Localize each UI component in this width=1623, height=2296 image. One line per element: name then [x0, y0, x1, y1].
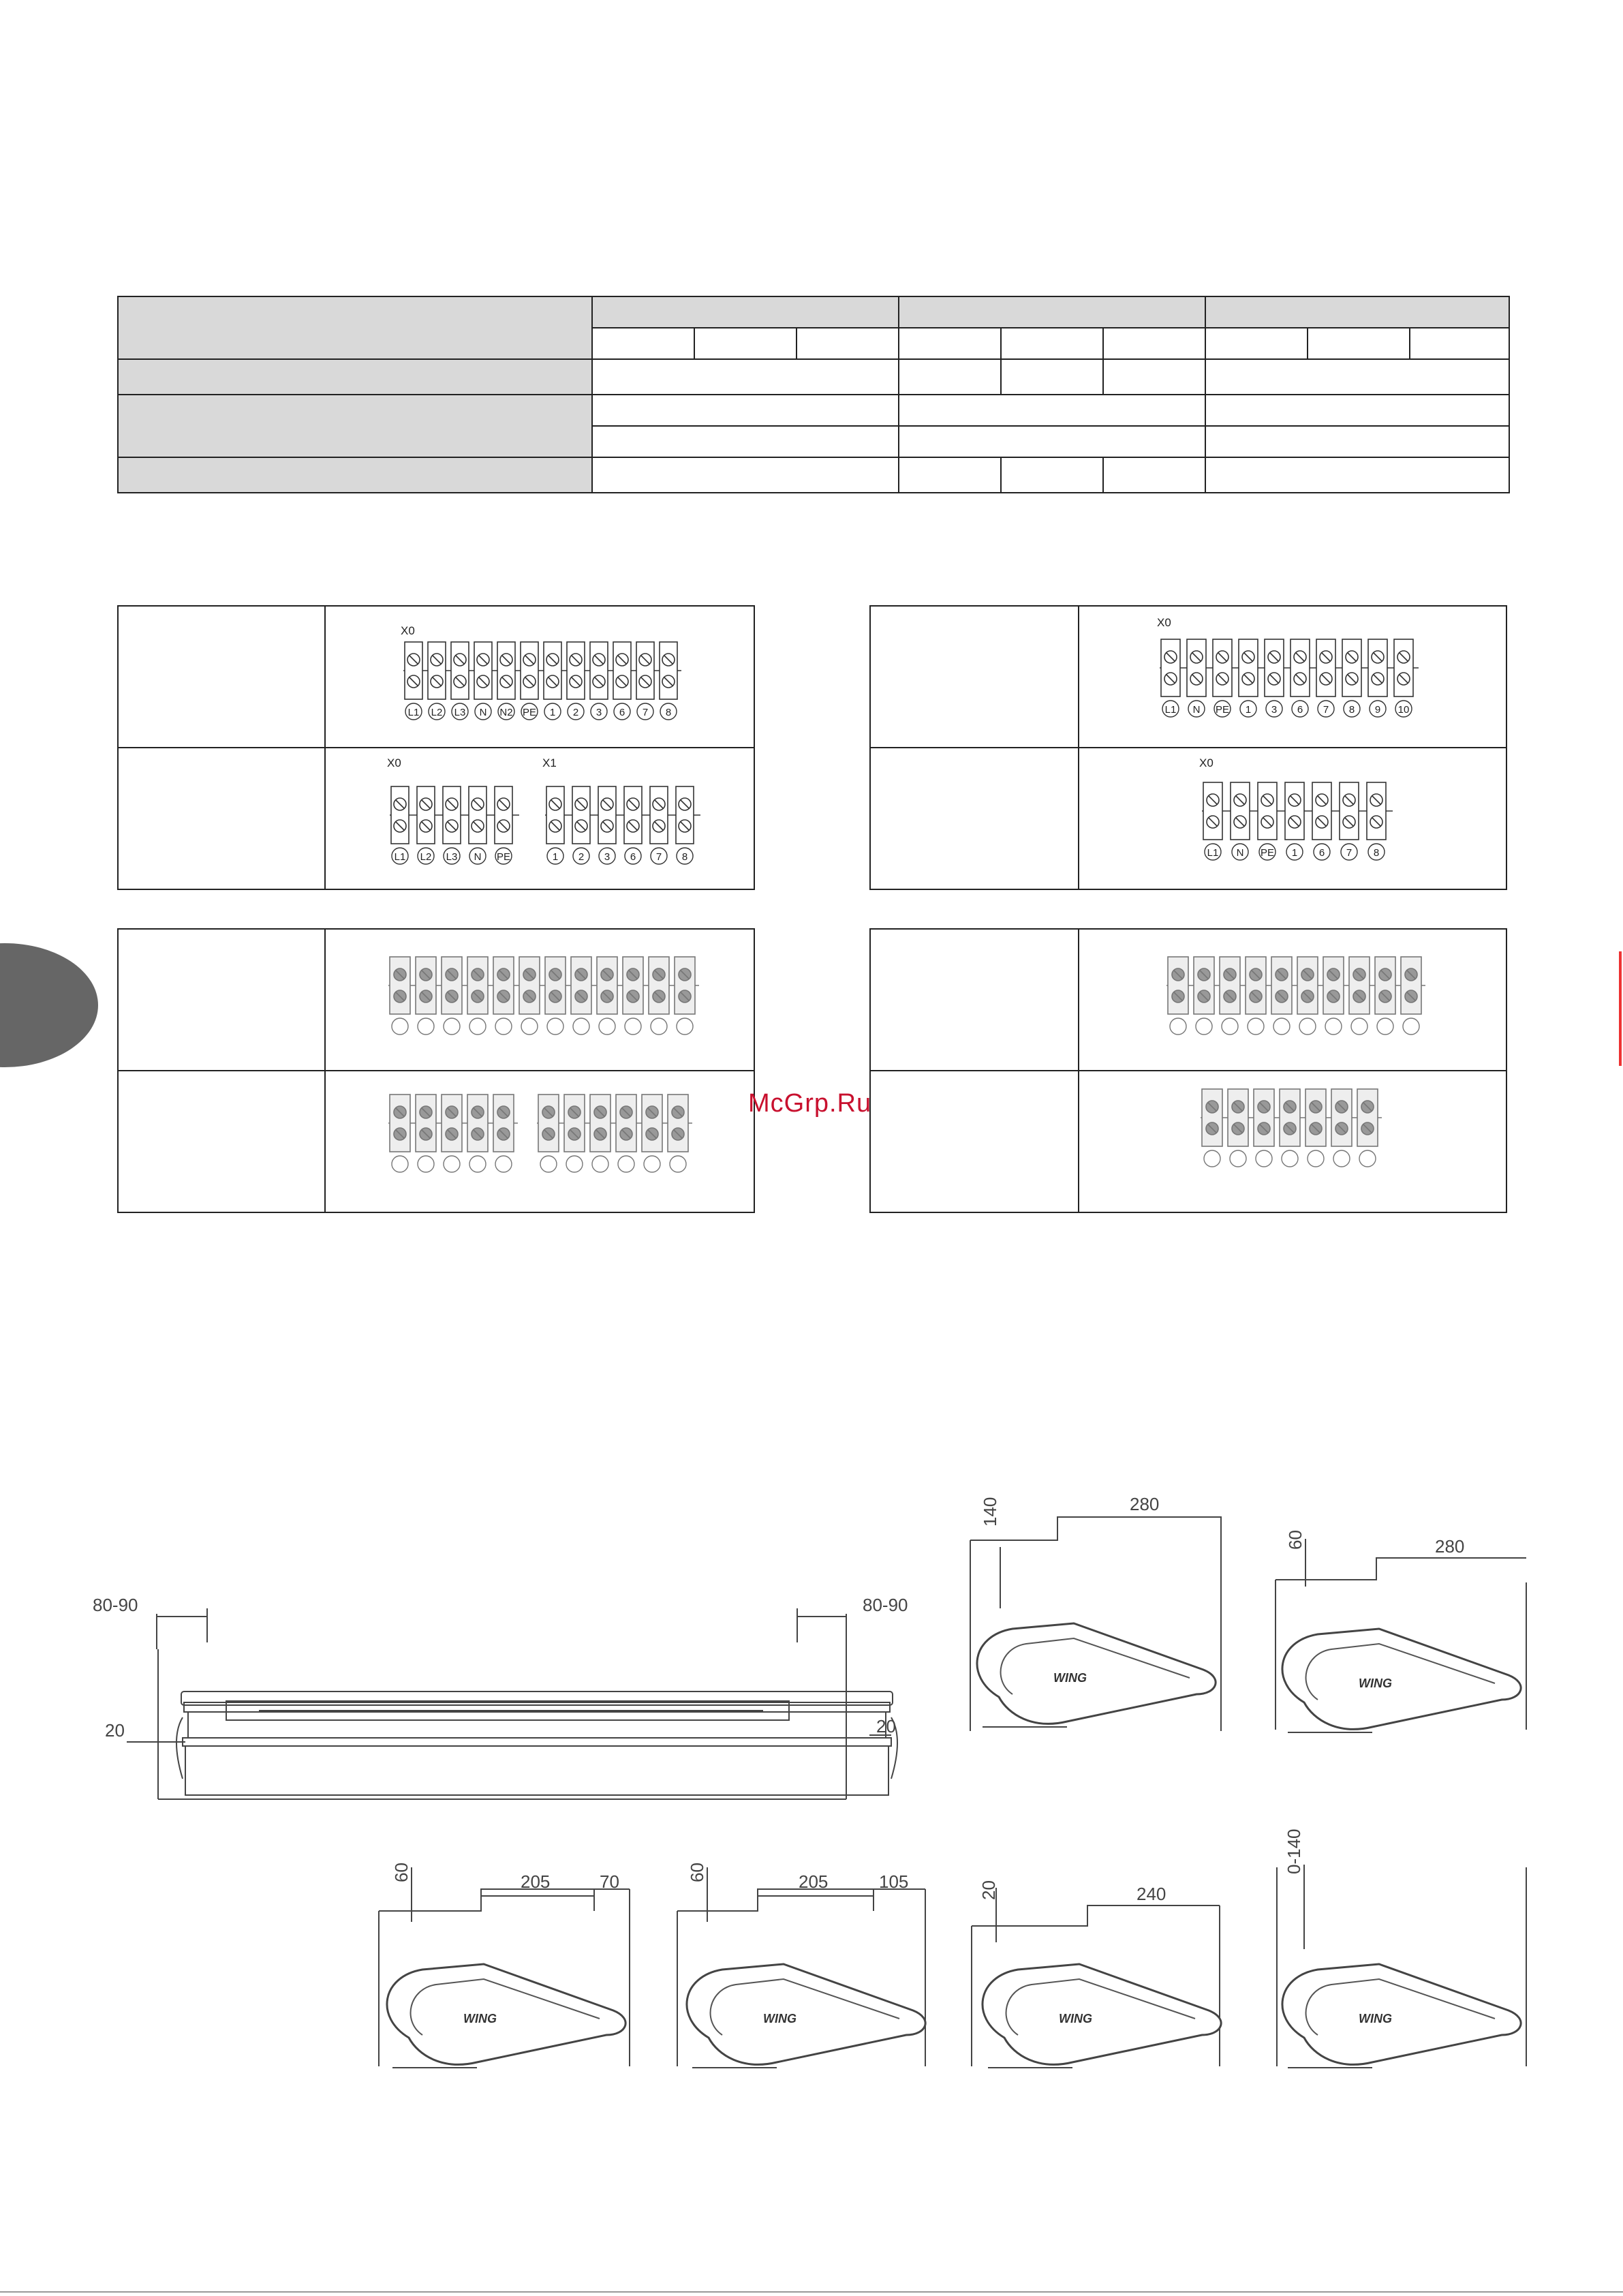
dim-side-3-top: 60	[391, 1863, 412, 1882]
terminal-label: 7	[1323, 704, 1329, 716]
terminal-blurred	[390, 957, 410, 1035]
terminal-blurred	[590, 1095, 610, 1172]
block-label-x0: X0	[387, 756, 401, 769]
table-cell	[1205, 426, 1509, 457]
terminal-blurred	[1305, 1089, 1326, 1167]
terminal	[1258, 782, 1277, 860]
terminal-blurred	[1228, 1089, 1248, 1167]
terminal-label: PE	[1260, 847, 1275, 859]
table-cell	[1103, 328, 1205, 359]
terminal	[1231, 782, 1250, 860]
terminal-label: 8	[1373, 847, 1380, 859]
terminal-blurred	[1331, 1089, 1352, 1167]
table-cell	[899, 359, 1001, 395]
terminal	[544, 642, 561, 720]
table-cell	[592, 426, 899, 457]
dim-side-2-back: 280	[1435, 1536, 1465, 1557]
terminal	[598, 786, 616, 864]
terminal	[1290, 639, 1310, 717]
terminal-label: 8	[665, 707, 672, 718]
terminal-label: N	[474, 851, 482, 863]
terminal-label: 1	[552, 851, 559, 863]
terminal-label: L3	[454, 707, 466, 718]
side-view-3	[372, 1847, 645, 2072]
dim-side-4-top: 60	[687, 1863, 707, 1882]
table-cell	[592, 359, 899, 395]
terminal-label: PE	[522, 707, 537, 718]
side-view-6	[1267, 1799, 1540, 2072]
table-header-cell	[1205, 296, 1509, 328]
terminal-blurred	[1220, 957, 1240, 1035]
terminal-blurred	[668, 1095, 688, 1172]
terminal	[590, 642, 608, 720]
terminal-label: L2	[420, 851, 432, 863]
terminal-label: 6	[1297, 704, 1303, 716]
terminal-blurred	[467, 957, 488, 1035]
terminal-blurred	[467, 1095, 488, 1172]
dim-front-left-side: 20	[105, 1720, 125, 1741]
brand-logo: WING	[1053, 1671, 1087, 1685]
table-header-cell	[118, 296, 592, 359]
terminal-block-blurred	[534, 1093, 752, 1182]
terminal-label: L2	[431, 707, 443, 718]
terminal	[495, 786, 512, 864]
table-cell	[797, 328, 899, 359]
terminal-blurred	[1246, 957, 1266, 1035]
terminal-blurred	[616, 1095, 636, 1172]
terminal	[1161, 639, 1180, 717]
watermark: McGrp.Ru	[748, 1089, 872, 1118]
table-cell	[694, 328, 797, 359]
terminal-label: 6	[630, 851, 636, 863]
terminal-block-blurred	[1198, 1088, 1423, 1176]
terminal-label: 2	[572, 707, 579, 718]
terminal	[567, 642, 585, 720]
table-cell	[1308, 328, 1410, 359]
unit-profile	[1282, 1964, 1521, 2068]
terminal-label: N	[479, 707, 487, 718]
terminal-label: 7	[655, 851, 662, 863]
terminal	[1340, 782, 1359, 860]
terminal	[572, 786, 590, 864]
terminal-blurred	[1401, 957, 1421, 1035]
terminal-label: L1	[1207, 847, 1219, 859]
terminal-blurred	[493, 1095, 514, 1172]
bottom-rule	[0, 2291, 1623, 2293]
terminal	[660, 642, 677, 720]
terminal-strip-a-bl	[390, 786, 519, 864]
terminal-label: 10	[1397, 704, 1410, 716]
terminal-label: 2	[578, 851, 585, 863]
table-header-cell	[899, 296, 1205, 328]
table-cell	[592, 457, 899, 493]
table-cell	[592, 395, 899, 426]
table-cell	[1001, 457, 1103, 493]
unit-profile	[687, 1964, 925, 2068]
dim-side-1-top: 140	[980, 1497, 1000, 1527]
terminal	[1265, 639, 1284, 717]
terminal	[1342, 639, 1361, 717]
dim-front-right-gap: 80-90	[863, 1595, 908, 1615]
terminal	[521, 642, 538, 720]
terminal	[474, 642, 492, 720]
terminal-strip-c-bl	[388, 1095, 518, 1172]
terminal-label: PE	[1215, 704, 1230, 716]
terminal-label: 8	[1348, 704, 1355, 716]
terminal-strip-d-bottom	[1201, 1089, 1382, 1167]
table-cell	[1103, 359, 1205, 395]
table-cell	[1001, 328, 1103, 359]
terminal-blurred	[623, 957, 643, 1035]
terminal	[405, 642, 422, 720]
terminal-label: 1	[549, 707, 556, 718]
table-cell	[1205, 395, 1509, 426]
terminal-label: 7	[642, 707, 649, 718]
unit-profile	[387, 1964, 625, 2068]
dim-side-4-mid: 205	[799, 1871, 829, 1892]
terminal-block-x0	[1199, 781, 1417, 870]
terminal-label: 8	[681, 851, 688, 863]
table-cell	[1205, 328, 1308, 359]
terminal-blurred	[390, 1095, 410, 1172]
terminal-strip-a-top	[403, 642, 681, 720]
dim-side-2-top: 60	[1285, 1530, 1305, 1550]
side-view-5	[968, 1867, 1240, 2072]
terminal-label: L3	[446, 851, 458, 863]
terminal-blurred	[1323, 957, 1344, 1035]
spec-table	[117, 296, 1510, 493]
terminal-block-x0	[401, 641, 809, 722]
terminal-blurred	[1202, 1089, 1222, 1167]
terminal-block-blurred	[1164, 955, 1477, 1044]
terminal-blurred	[1271, 957, 1292, 1035]
terminal	[1239, 639, 1258, 717]
terminal-strip-d-top	[1166, 957, 1425, 1035]
terminal-label: N	[1236, 847, 1244, 859]
table-cell	[1103, 457, 1205, 493]
terminal	[1203, 782, 1222, 860]
terminal-label: 7	[1346, 847, 1352, 859]
terminal-blurred	[1280, 1089, 1300, 1167]
terminal	[497, 642, 515, 720]
terminal-blurred	[649, 957, 669, 1035]
dim-side-5-top: 20	[978, 1880, 999, 1900]
front-view-drawing	[68, 1581, 940, 1826]
terminal	[1285, 782, 1304, 860]
table-cell	[899, 328, 1001, 359]
table-cell	[1205, 457, 1509, 493]
dim-front-right-side: 20	[876, 1716, 896, 1736]
terminal	[1394, 639, 1413, 717]
terminal-blurred	[1357, 1089, 1378, 1167]
terminal	[428, 642, 446, 720]
terminal-label: 3	[604, 851, 610, 863]
terminal	[391, 786, 409, 864]
terminal-strip-c-top	[388, 957, 699, 1035]
terminal-blurred	[519, 957, 540, 1035]
dim-side-6-top: 0-140	[1284, 1828, 1304, 1874]
block-label-x0: X0	[401, 624, 415, 637]
dim-side-1-back: 280	[1130, 1494, 1160, 1514]
terminal-block-blurred	[386, 955, 808, 1044]
terminal-blurred	[545, 957, 566, 1035]
unit-profile	[1282, 1629, 1521, 1732]
unit-profile	[983, 1964, 1221, 2068]
terminal-panel-left	[117, 605, 755, 890]
terminal-label: L1	[394, 851, 406, 863]
section-tab	[0, 943, 98, 1067]
terminal	[469, 786, 486, 864]
terminal	[650, 786, 668, 864]
brand-logo: WING	[463, 2012, 497, 2025]
terminal-strip-c-br	[537, 1095, 692, 1172]
side-view-2	[1267, 1518, 1540, 1736]
brand-logo: WING	[763, 2012, 797, 2025]
block-label-x0: X0	[1199, 756, 1214, 769]
terminal	[1367, 782, 1386, 860]
terminal	[613, 642, 631, 720]
terminal-label: PE	[496, 851, 511, 863]
terminal-blurred	[442, 1095, 462, 1172]
terminal-block-x0	[387, 785, 523, 867]
unit-profile	[977, 1623, 1216, 1727]
terminal-blurred	[1194, 957, 1214, 1035]
terminal	[1316, 639, 1335, 717]
terminal-blurred	[1349, 957, 1370, 1035]
terminal-label: 9	[1374, 704, 1381, 716]
side-view-4	[672, 1847, 944, 2072]
terminal	[417, 786, 435, 864]
terminal-blurred	[571, 957, 591, 1035]
block-label-x0: X0	[1157, 616, 1171, 629]
terminal-label: 6	[619, 707, 625, 718]
terminal-label: 6	[1318, 847, 1325, 859]
terminal-label: 1	[1291, 847, 1298, 859]
terminal	[546, 786, 564, 864]
table-cell	[1205, 359, 1509, 395]
brand-logo: WING	[1059, 2012, 1092, 2025]
terminal-panel-right-lower	[869, 928, 1507, 1213]
dim-side-5-back: 240	[1137, 1884, 1166, 1904]
terminal-blurred	[597, 957, 617, 1035]
table-cell	[899, 457, 1001, 493]
terminal-blurred	[564, 1095, 585, 1172]
terminal-block-x0	[1157, 638, 1470, 726]
terminal	[1187, 639, 1206, 717]
terminal-blurred	[1168, 957, 1188, 1035]
terminal	[1368, 639, 1387, 717]
terminal-strip-b-bottom	[1202, 782, 1393, 860]
brand-logo: WING	[1359, 2012, 1392, 2025]
terminal-label: 3	[596, 707, 602, 718]
dim-side-3-back: 70	[600, 1871, 619, 1892]
terminal-panel-right	[869, 605, 1507, 890]
dim-front-left-gap: 80-90	[93, 1595, 138, 1615]
terminal-blurred	[675, 957, 695, 1035]
side-view-1	[962, 1486, 1235, 1731]
table-cell	[899, 426, 1205, 457]
dim-side-3-mid: 205	[521, 1871, 551, 1892]
table-row-label	[118, 395, 592, 457]
terminal-blurred	[538, 1095, 559, 1172]
terminal-label: 3	[1271, 704, 1278, 716]
terminal-blurred	[1254, 1089, 1274, 1167]
terminal-blurred	[416, 1095, 436, 1172]
terminal-label: N2	[499, 707, 513, 718]
terminal-panel-left-lower	[117, 928, 755, 1213]
dim-side-4-back: 105	[879, 1871, 909, 1892]
terminal	[636, 642, 654, 720]
terminal	[1312, 782, 1331, 860]
table-cell	[899, 395, 1205, 426]
terminal-label: 1	[1245, 704, 1252, 716]
table-header-cell	[592, 296, 899, 328]
terminal-label: N	[1192, 704, 1201, 716]
edge-marker	[1619, 951, 1622, 1066]
terminal-strip-b-top	[1160, 639, 1419, 717]
terminal	[1213, 639, 1232, 717]
terminal-label: L1	[1164, 704, 1177, 716]
terminal	[624, 786, 642, 864]
terminal-blurred	[642, 1095, 662, 1172]
terminal-blurred	[442, 957, 462, 1035]
terminal	[443, 786, 461, 864]
terminal-blurred	[416, 957, 436, 1035]
table-row-label	[118, 457, 592, 493]
table-cell	[1410, 328, 1509, 359]
terminal-blurred	[1375, 957, 1395, 1035]
terminal-blurred	[1297, 957, 1318, 1035]
terminal-label: L1	[407, 707, 420, 718]
terminal-block-blurred	[386, 1093, 529, 1182]
terminal-strip-a-br	[545, 786, 700, 864]
block-label-x1: X1	[542, 756, 557, 769]
table-cell	[592, 328, 694, 359]
terminal	[451, 642, 469, 720]
table-row-label	[118, 359, 592, 395]
terminal	[676, 786, 694, 864]
table-cell	[1001, 359, 1103, 395]
terminal-blurred	[493, 957, 514, 1035]
brand-logo: WING	[1359, 1677, 1392, 1690]
terminal-block-x1	[542, 785, 720, 867]
